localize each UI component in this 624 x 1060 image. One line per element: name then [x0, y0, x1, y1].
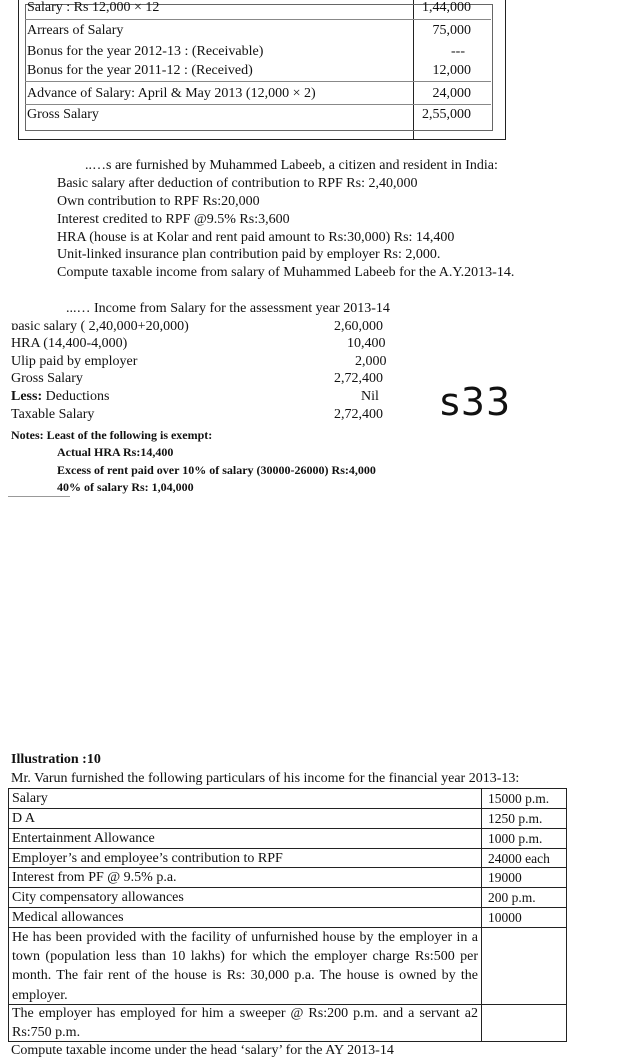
deductions-label [11, 388, 109, 406]
row-value: 200 p.m. [488, 890, 536, 905]
problem-line: Own contribution to RPF Rs:20,000 [57, 194, 260, 209]
notes-heading: Notes: Least of the following is exempt: [11, 428, 213, 442]
problem-intro: ..…s are furnished by Muhammed Labeeb, a citizen and resident in India: [85, 158, 498, 173]
table-row-label: Advance of Salary: April & May 2013 (12,000 × 2) [27, 86, 316, 101]
table-row-value: 12,000 [432, 63, 471, 78]
problem-line: Compute taxable income from salary of Muhammed Labeeb for the A.Y.2013-14. [57, 265, 515, 280]
row-value: 1000 p.m. [488, 831, 543, 846]
solution-row-value: 2,000 [355, 354, 387, 369]
table-row [9, 809, 566, 829]
table-row-label: Arrears of Salary [27, 23, 124, 38]
problem-line: Unit-linked insurance plan contribution paid by employer Rs: 2,000. [57, 247, 441, 262]
row-value: 10000 [488, 910, 522, 925]
table-row [9, 789, 566, 809]
table-row-value: 24,000 [432, 86, 471, 101]
less-label: Less: [11, 389, 43, 404]
solution-row-value: Nil [361, 389, 379, 404]
table-row [9, 829, 566, 849]
solution-row-value: 2,72,400 [334, 371, 383, 386]
row-label: Salary [12, 791, 48, 806]
row-label: Medical allowances [12, 910, 124, 925]
table-row-value: --- [451, 44, 465, 59]
row-divider [25, 19, 491, 20]
table-row-value: 2,55,000 [422, 107, 471, 122]
note-line: 40% of salary Rs: 1,04,000 [57, 480, 194, 494]
table-row-label: Bonus for the year 2011-12 : (Received) [27, 63, 253, 78]
solution-row-label: Taxable Salary [11, 407, 95, 422]
table-row [9, 888, 566, 908]
servant-paragraph: The employer has employed for him a sweeper @ Rs:200 p.m. and a servant a2 Rs:750 p.m. [12, 1006, 478, 1041]
salary-summary-table [18, 0, 506, 140]
problem-line: Basic salary after deduction of contribution to RPF Rs: 2,40,000 [57, 176, 418, 191]
solution-row-value: 2,72,400 [334, 407, 383, 422]
table-row [9, 908, 566, 928]
illustration-intro: Mr. Varun furnished the following particulars of his income for the financial year 2013-13: [11, 771, 520, 786]
compute-instruction: Compute taxable income under the head ‘salary’ for the AY 2013-14 [11, 1043, 394, 1058]
row-label: D A [12, 811, 35, 826]
table-row-label: Gross Salary [27, 107, 99, 122]
table-row-label: Bonus for the year 2012-13 : (Receivable) [27, 44, 264, 59]
particulars-table [8, 788, 567, 1042]
table-row-label: Salary : Rs 12,000 × 12 [27, 0, 160, 15]
row-label: Interest from PF @ 9.5% p.a. [12, 870, 177, 885]
divider [8, 496, 70, 497]
problem-line: HRA (house is at Kolar and rent paid amount to Rs:30,000) Rs: 14,400 [57, 230, 455, 245]
table-row [9, 928, 566, 1005]
solution-row-label: ɒasic salary ( 2,40,000+20,000) [11, 319, 189, 334]
solution-row-value: 10,400 [347, 336, 386, 351]
deductions-text: Deductions [42, 389, 110, 404]
solution-heading: ...… Income from Salary for the assessment year 2013-14 [66, 301, 390, 316]
row-label: Employer’s and employee’s contribution to RPF [12, 851, 283, 866]
row-value: 19000 [488, 870, 522, 885]
page-stamp: s33 [440, 380, 512, 424]
table-row [9, 868, 566, 888]
solution-row-label: HRA (14,400-4,000) [11, 336, 128, 351]
row-label: City compensatory allowances [12, 890, 184, 905]
row-value: 1250 p.m. [488, 811, 543, 826]
solution-row-value: 2,60,000 [334, 319, 383, 334]
house-paragraph: He has been provided with the facility of unfurnished house by the employer in a town (population less than 10 lakhs) for which the employer charge Rs:500 per month. The fair rent of the house is Rs: 30,000 p.a. The house is owned by the employer. [12, 930, 478, 1003]
solution-row-label: Ulip paid by employer [11, 354, 138, 369]
table-row-value: 75,000 [432, 23, 471, 38]
solution-row-label: Gross Salary [11, 371, 83, 386]
row-value: 24000 each [488, 851, 550, 866]
table-row [9, 849, 566, 868]
note-line: Actual HRA Rs:14,400 [57, 445, 174, 459]
note-line: Excess of rent paid over 10% of salary (30000-26000) Rs:4,000 [57, 463, 376, 477]
row-label: Entertainment Allowance [12, 831, 155, 846]
table-row [9, 1005, 566, 1041]
problem-line: Interest credited to RPF @9.5% Rs:3,600 [57, 212, 290, 227]
table-row-value: 1,44,000 [422, 0, 471, 15]
row-value: 15000 p.m. [488, 791, 550, 806]
illustration-title: Illustration :10 [11, 752, 101, 767]
row-divider [25, 81, 491, 82]
